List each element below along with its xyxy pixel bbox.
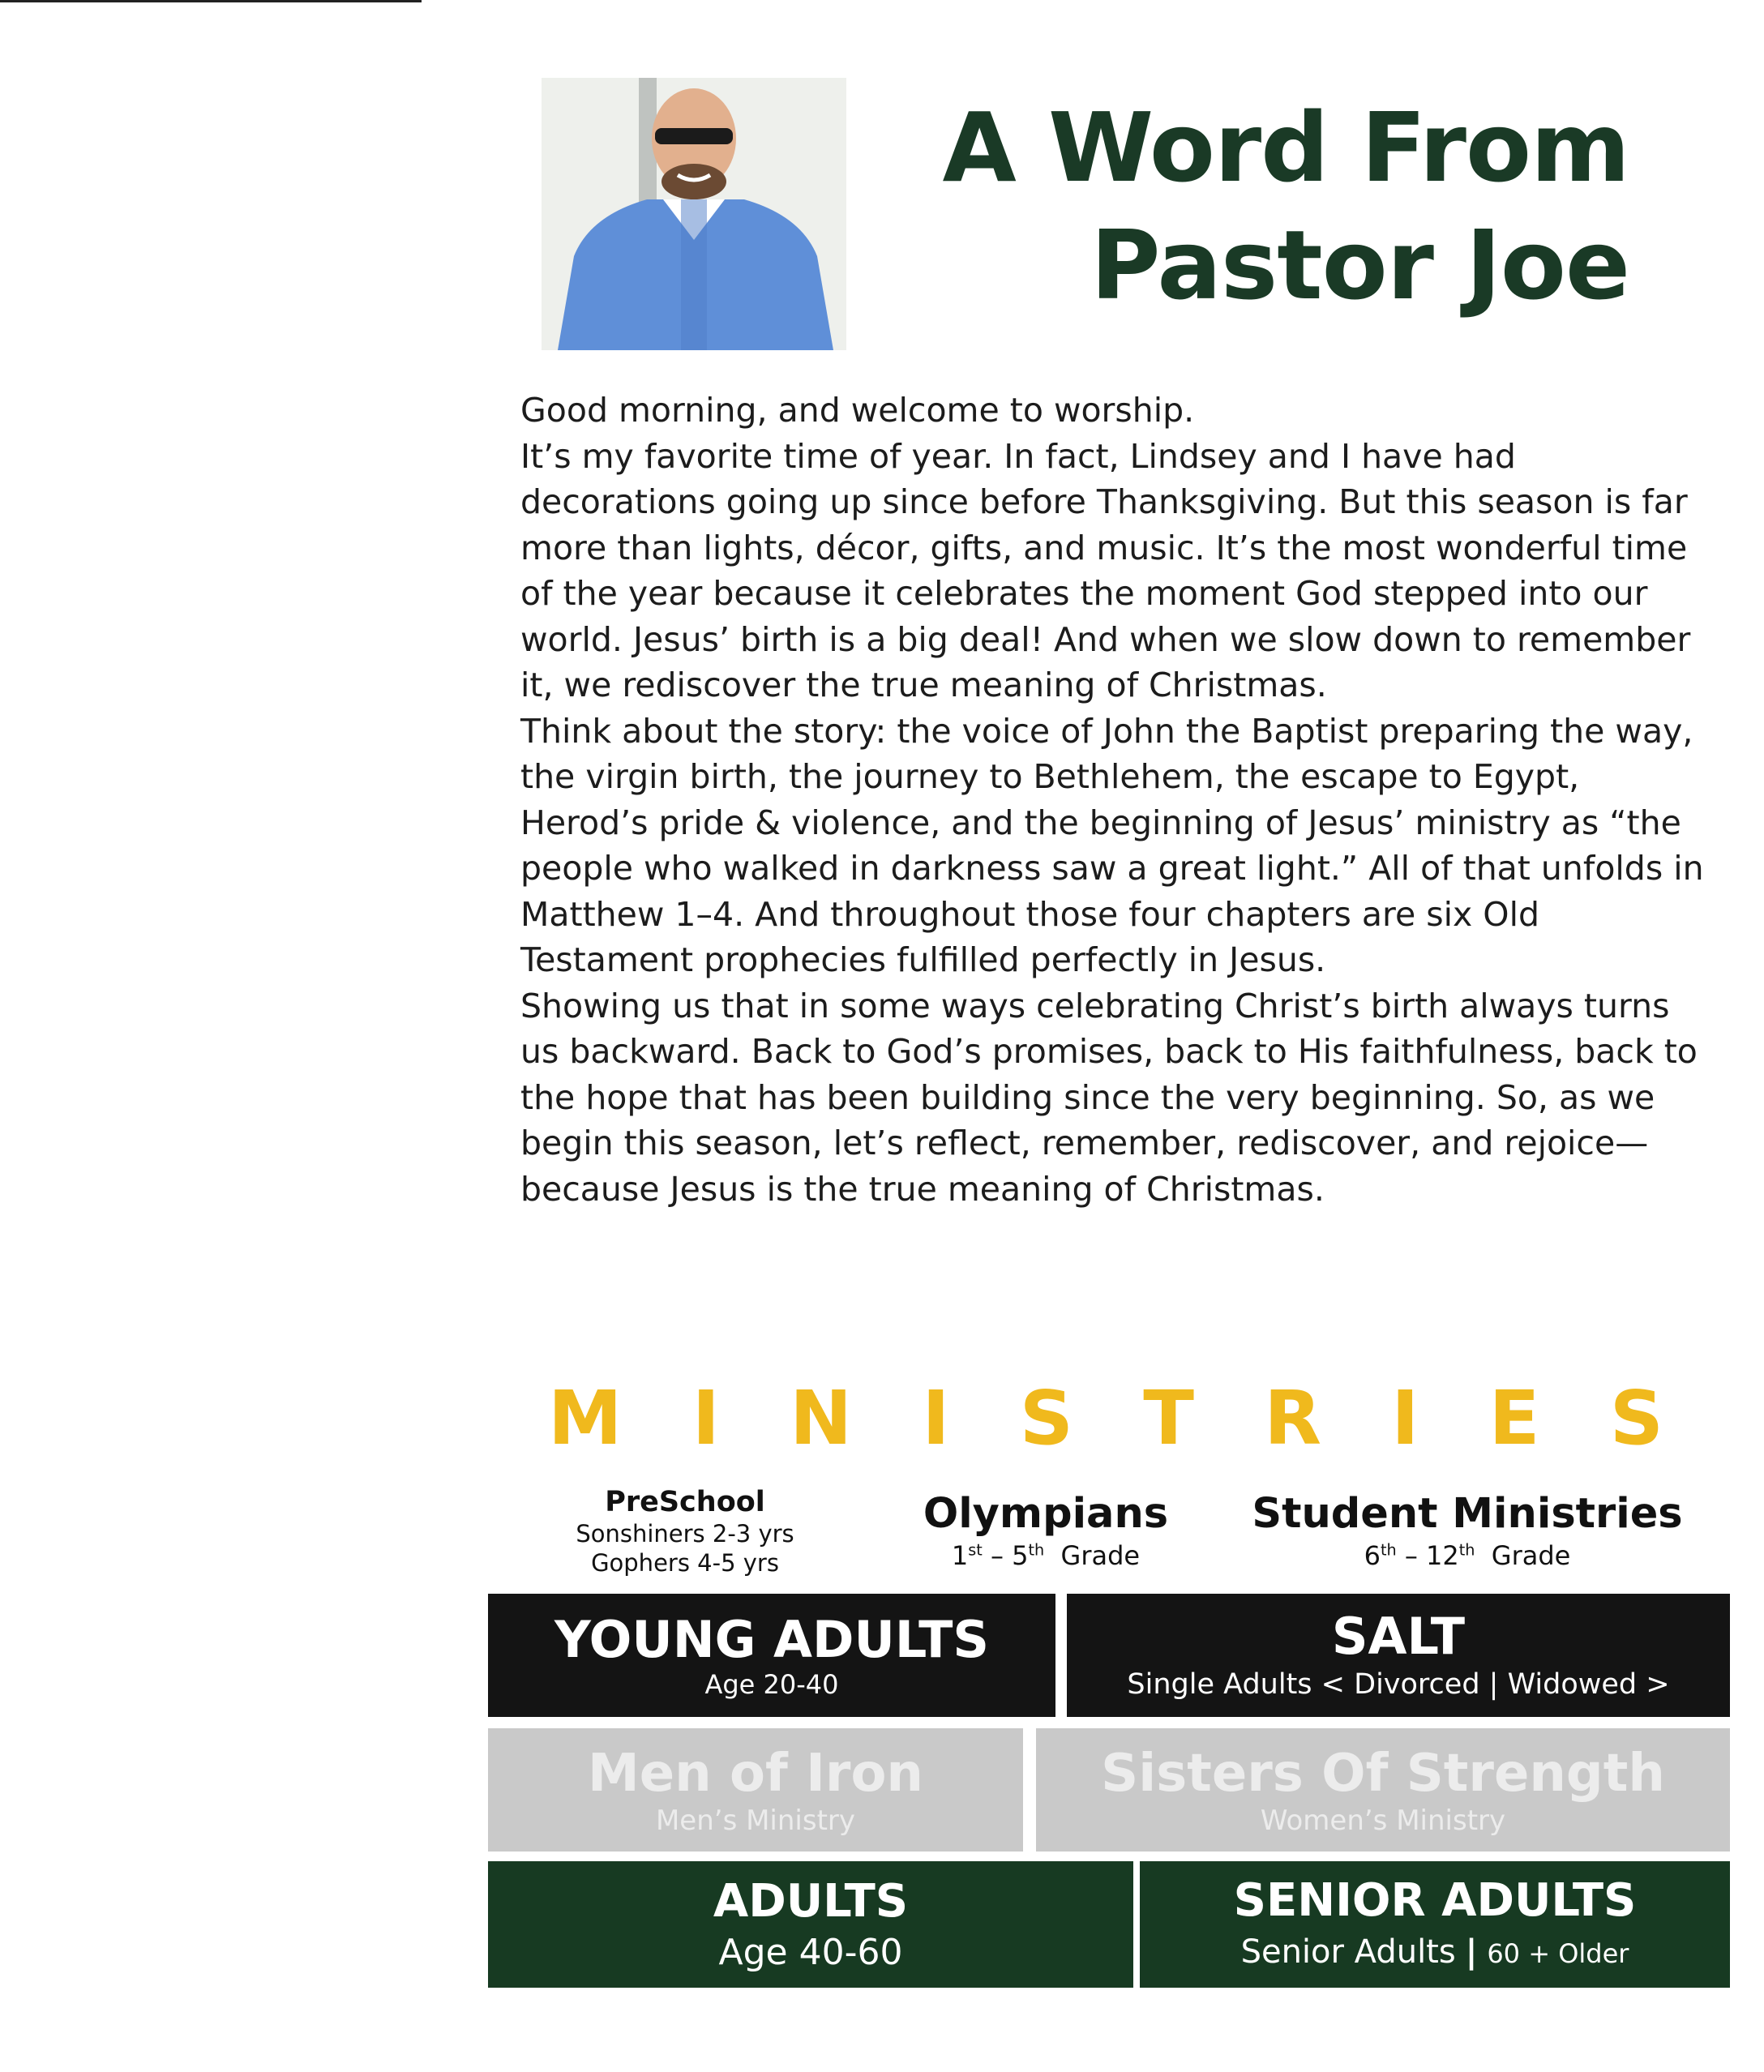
men-of-iron-block [488, 1728, 1023, 1852]
ministries-letter: S [1609, 1375, 1663, 1462]
students-grades [1248, 1539, 1686, 1573]
young-adults-name: YOUNG ADULTS [554, 1610, 990, 1669]
senior-adults-sub-main: Senior Adults [1240, 1933, 1456, 1971]
sisters-of-strength-name: Sisters Of Strength [1101, 1744, 1665, 1804]
letter-paragraph: Showing us that in some ways celebrating Christ’s birth always turns us backward. Back to God’s promises, back to His faithfulness, back to the hope that has been building since the very beginning. So, as we begin this season, let’s reflect, remember, rediscover, and rejoice—because Jesus is the true meaning of Christmas. [520, 986, 1698, 1209]
preschool-ministry [551, 1485, 819, 1578]
salt-name: SALT [1331, 1607, 1466, 1666]
students-grade-dash: – [1396, 1540, 1427, 1571]
students-grade-to-suffix: th [1458, 1540, 1475, 1560]
students-grade-from: 6 [1364, 1540, 1381, 1571]
ministries-letter: E [1488, 1375, 1540, 1462]
olympians-ministry [900, 1490, 1192, 1573]
sisters-of-strength-block [1036, 1728, 1730, 1852]
ministries-letter: I [1391, 1375, 1419, 1462]
letter-paragraph: It’s my favorite time of year. In fact, Lindsey and I have had decorations going up since before Thanksgiving. But this season is far more than lights, décor, gifts, and music. It’s the most wonderful time of the year because it celebrates the moment God stepped into our world. Jesus’ birth is a big deal! And when we slow down to remember it, we rediscover the true meaning of Christmas. [520, 436, 1691, 704]
pastor-letter [520, 387, 1704, 1212]
title-line-1: A Word From [942, 92, 1629, 203]
top-edge-line [0, 0, 422, 2]
senior-adults-separator: | [1465, 1933, 1478, 1971]
ministries-letter: M [548, 1375, 623, 1462]
pastor-portrait-image [542, 78, 846, 350]
ministries-letter: T [1143, 1375, 1194, 1462]
senior-adults-name: SENIOR ADULTS [1233, 1874, 1637, 1927]
ministries-letter: S [1019, 1375, 1074, 1462]
olympians-grade-to: 5 [1012, 1540, 1029, 1571]
students-grade-label: Grade [1491, 1540, 1571, 1571]
olympians-grade-from: 1 [951, 1540, 969, 1571]
adults-sub: Age 40-60 [718, 1932, 903, 1973]
students-name: Student Ministries [1252, 1490, 1683, 1538]
olympians-grade-label: Grade [1060, 1540, 1141, 1571]
title-line-2: Pastor Joe [1090, 209, 1629, 321]
olympians-grade-to-suffix: th [1028, 1540, 1045, 1560]
men-of-iron-sub: Men’s Ministry [655, 1804, 856, 1837]
salt-block [1067, 1594, 1730, 1717]
page-title [940, 89, 1629, 324]
students-grade-from-suffix: th [1381, 1540, 1397, 1560]
olympians-grades [900, 1539, 1192, 1573]
ministries-letter: I [691, 1375, 720, 1462]
sisters-of-strength-sub: Women’s Ministry [1260, 1804, 1506, 1837]
letter-paragraph: Think about the story: the voice of John the Baptist preparing the way, the virgin birth, the journey to Bethlehem, the escape to Egypt, Herod’s pride & violence, and the beginning of Jesus’ ministry as “the people who walked in darkness saw a great light.” All of that unfolds in Matthew 1–4. And throughout those four chapters are six Old Testament prophecies fulfilled perfectly in Jesus. [520, 711, 1704, 979]
olympians-name: Olympians [923, 1490, 1169, 1538]
pastor-photo [542, 78, 846, 350]
preschool-line-1: Sonshiners 2-3 yrs [576, 1520, 794, 1548]
ministries-letter: N [790, 1375, 853, 1462]
students-grade-to: 12 [1426, 1540, 1459, 1571]
young-adults-sub: Age 20-40 [704, 1669, 839, 1700]
ministries-letter: I [922, 1375, 950, 1462]
men-of-iron-name: Men of Iron [588, 1744, 923, 1804]
olympians-grade-dash: – [982, 1540, 1013, 1571]
senior-adults-age: 60 + Older [1487, 1938, 1629, 1969]
salt-sub: Single Adults < Divorced | Widowed > [1127, 1668, 1670, 1701]
preschool-line-2: Gophers 4-5 yrs [591, 1549, 779, 1577]
adults-block [488, 1861, 1133, 1988]
ministries-heading [548, 1375, 1663, 1462]
senior-adults-sub [1241, 1929, 1629, 1976]
olympians-grade-from-suffix: st [968, 1540, 983, 1560]
young-adults-block [488, 1594, 1055, 1717]
adults-name: ADULTS [713, 1875, 909, 1928]
student-ministries [1248, 1490, 1686, 1573]
preschool-name: PreSchool [605, 1486, 765, 1518]
letter-paragraph: Good morning, and welcome to worship. [520, 391, 1195, 430]
ministries-letter: R [1264, 1375, 1322, 1462]
senior-adults-block [1140, 1861, 1730, 1988]
